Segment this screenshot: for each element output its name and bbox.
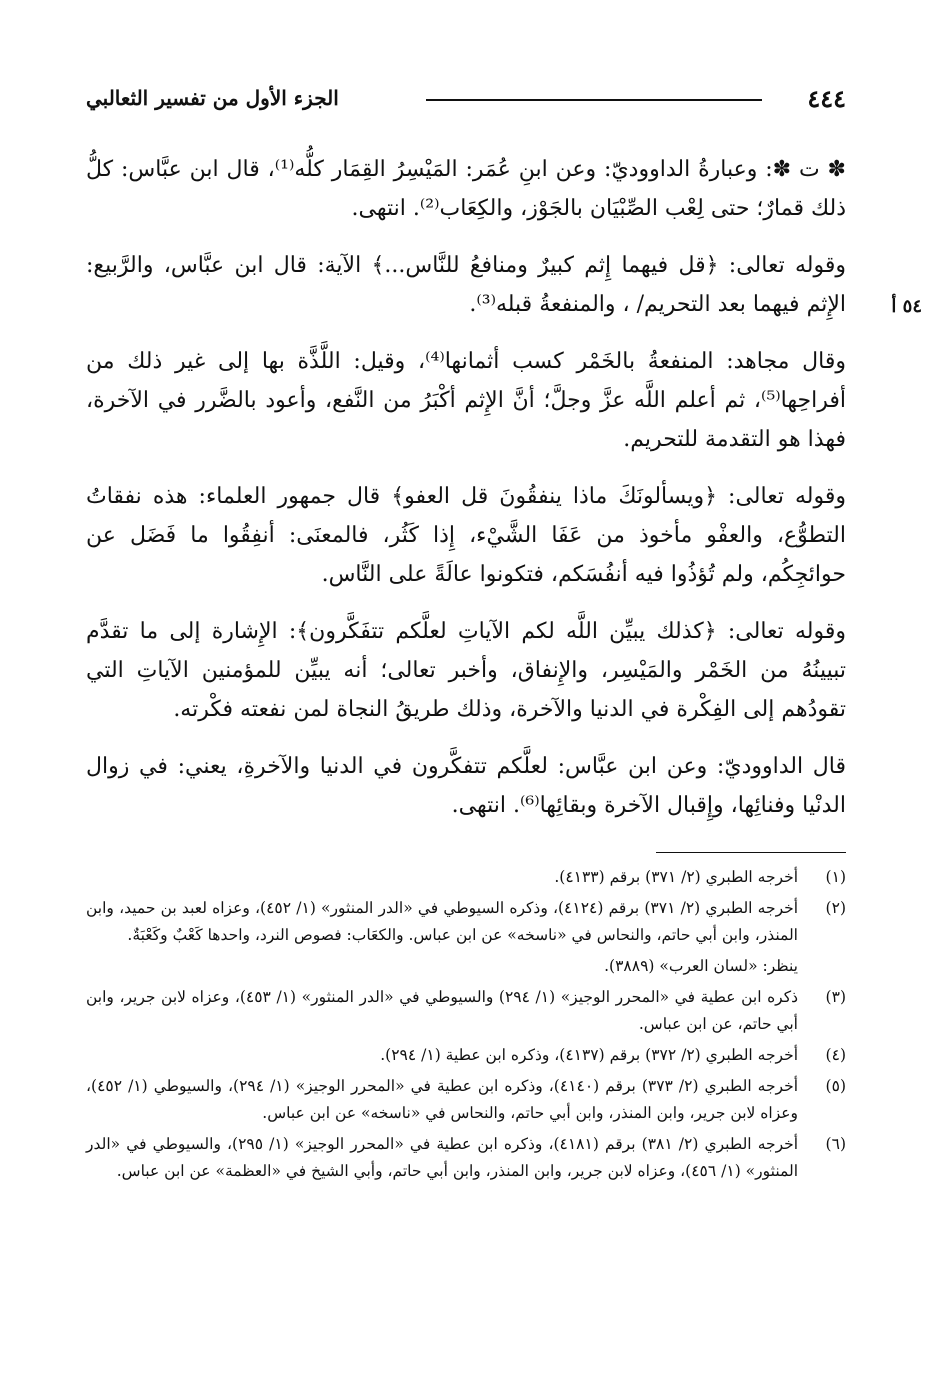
footnote [86, 864, 846, 891]
footnote-separator [656, 852, 846, 853]
footnotes [86, 864, 846, 1189]
main-text [86, 150, 846, 843]
footnote-text: أخرجه الطبري (٢/ ٣٧١) برقم (٤١٣٣). [554, 868, 798, 886]
footnote [86, 895, 846, 949]
footnote-text: ذكره ابن عطية في «المحرر الوجيز» (١/ ٢٩٤) والسيوطي في «الدر المنثور» (١/ ٤٥٣)، وعزاه لابن جرير، وابن أبي حاتم، عن ابن عباس. [86, 988, 799, 1033]
footnote-number: (٣) [825, 988, 846, 1006]
footnote-text: أخرجه الطبري (٢/ ٣٧١) برقم (٤١٢٤)، وذكره السيوطي في «الدر المنثور» (١/ ٤٥٢)، وعزاه لعبد بن حميد، وابن المنذر، وابن أبي حاتم، والنحاس في «ناسخه» عن ابن عباس. والكعَاب: فصوص النرد، واحدها كَعْبٌ وكَعْبَةٌ. [86, 899, 799, 944]
footnote [86, 1131, 846, 1185]
paragraph: وقوله تعالى: ﴿كذلك يبيِّن اللَّه لكم الآياتِ لعلَّكم تتفَكَّرون﴾: الإِشارة إلى ما تقدَّم تبيينُهُ من الخَمْر والمَيْسِر، والإِنفاق، وأخبر تعالى؛ أنه يبيِّن للمؤمنين الآياتِ التي تقودُهم إلى الفِكْرة في الدنيا والآخرة، وذلك طريقُ النجاة لمن نفعته فكْرته. [86, 619, 846, 722]
footnote [86, 1073, 846, 1127]
paragraph: قال الداووديّ: وعن ابن عبَّاس: لعلَّكم تتفكَّرون في الدنيا والآخرةِ، يعني: في زوال الدنْيا وفنائِها، وإِقبال الآخرة وبقائِها⁽⁶⁾. انتهى. [86, 754, 846, 818]
header-rule [426, 99, 762, 101]
footnote [86, 1042, 846, 1069]
page-header [86, 78, 846, 118]
page-number: ٤٤٤ [807, 84, 846, 113]
footnote [86, 984, 846, 1038]
paragraph: وقوله تعالى: ﴿ويسألونَكَ ماذا ينفقُونَ قل العفو﴾ قال جمهور العلماء: هذه نفقاتُ التطوُّع، والعفْو مأخوذ من عَفَا الشَّيْء، إِذا كَثُر، فالمعنَى: أنفِقُوا ما فَضَل عن حوائجِكُم، ولم تُؤذُوا فيه أنفُسَكم، فتكونوا عالَةً على النَّاس. [86, 484, 846, 587]
footnote-text: أخرجه الطبري (٢/ ٣٧٢) برقم (٤١٣٧)، وذكره ابن عطية (١/ ٢٩٤). [380, 1046, 798, 1064]
paragraph: وقال مجاهد: المنفعةُ بالخَمْر كسب أثمانها⁽⁴⁾، وقيل: اللَّذَّة بها إلى غير ذلك من أفراحِها⁽⁵⁾، ثم أعلم اللَّه عزَّ وجلَّ؛ أنَّ الإِثم أكْبَرُ من النَّفع، وأعود بالضَّرر في الآخرة، فهذا هو التقدمة للتحريم. [86, 349, 846, 452]
running-title: الجزء الأول من تفسير الثعالبي [86, 86, 339, 110]
footnote-number: (٦) [825, 1135, 846, 1153]
footnote-number: (٢) [825, 899, 846, 917]
footnote-number: (٥) [825, 1077, 846, 1095]
footnote-reference: ينظر: «لسان العرب» (٣٨٨٩). [604, 957, 798, 975]
paragraph: ✽ ت ✽: وعبارةُ الداووديّ: وعن ابنِ عُمَر: المَيْسِرُ القِمَار كلُّه⁽¹⁾، قال ابن عبَّاس: كلُّ ذلك قمارٌ؛ حتى لِعْب الصِّبْيَان بالجَوْز، والكِعَاب⁽²⁾. انتهى. [86, 157, 846, 221]
paragraph: وقوله تعالى: ﴿قل فيهما إِثم كبيرٌ ومنافعُ للنَّاس...﴾ الآية: قال ابن عبَّاس، والرَّبيع: الإِثم فيهما بعد التحريم/ ، والمنفعةُ قبله⁽³⁾. [86, 253, 846, 317]
footnote-text: أخرجه الطبري (٢/ ٣٨١) برقم (٤١٨١)، وذكره ابن عطية في «المحرر الوجيز» (١/ ٢٩٥)، والسيوطي في «الدر المنثور» (١/ ٤٥٦)، وعزاه لابن جرير، وابن المنذر، وابن أبي حاتم، وأبي الشيخ في «العظمة» عن ابن عباس. [86, 1135, 799, 1180]
footnote-number: (١) [825, 868, 846, 886]
footnote-number: (٤) [825, 1046, 846, 1064]
footnote-text: أخرجه الطبري (٢/ ٣٧٣) برقم (٤١٤٠)، وذكره ابن عطية في «المحرر الوجيز» (١/ ٢٩٤)، والسيوطي (١/ ٤٥٢)، وعزاه لابن جرير، وابن المنذر، وابن أبي حاتم، والنحاس في «ناسخه» عن ابن عباس. [86, 1077, 798, 1122]
manuscript-folio-note: ٥٤ أ [891, 296, 922, 317]
